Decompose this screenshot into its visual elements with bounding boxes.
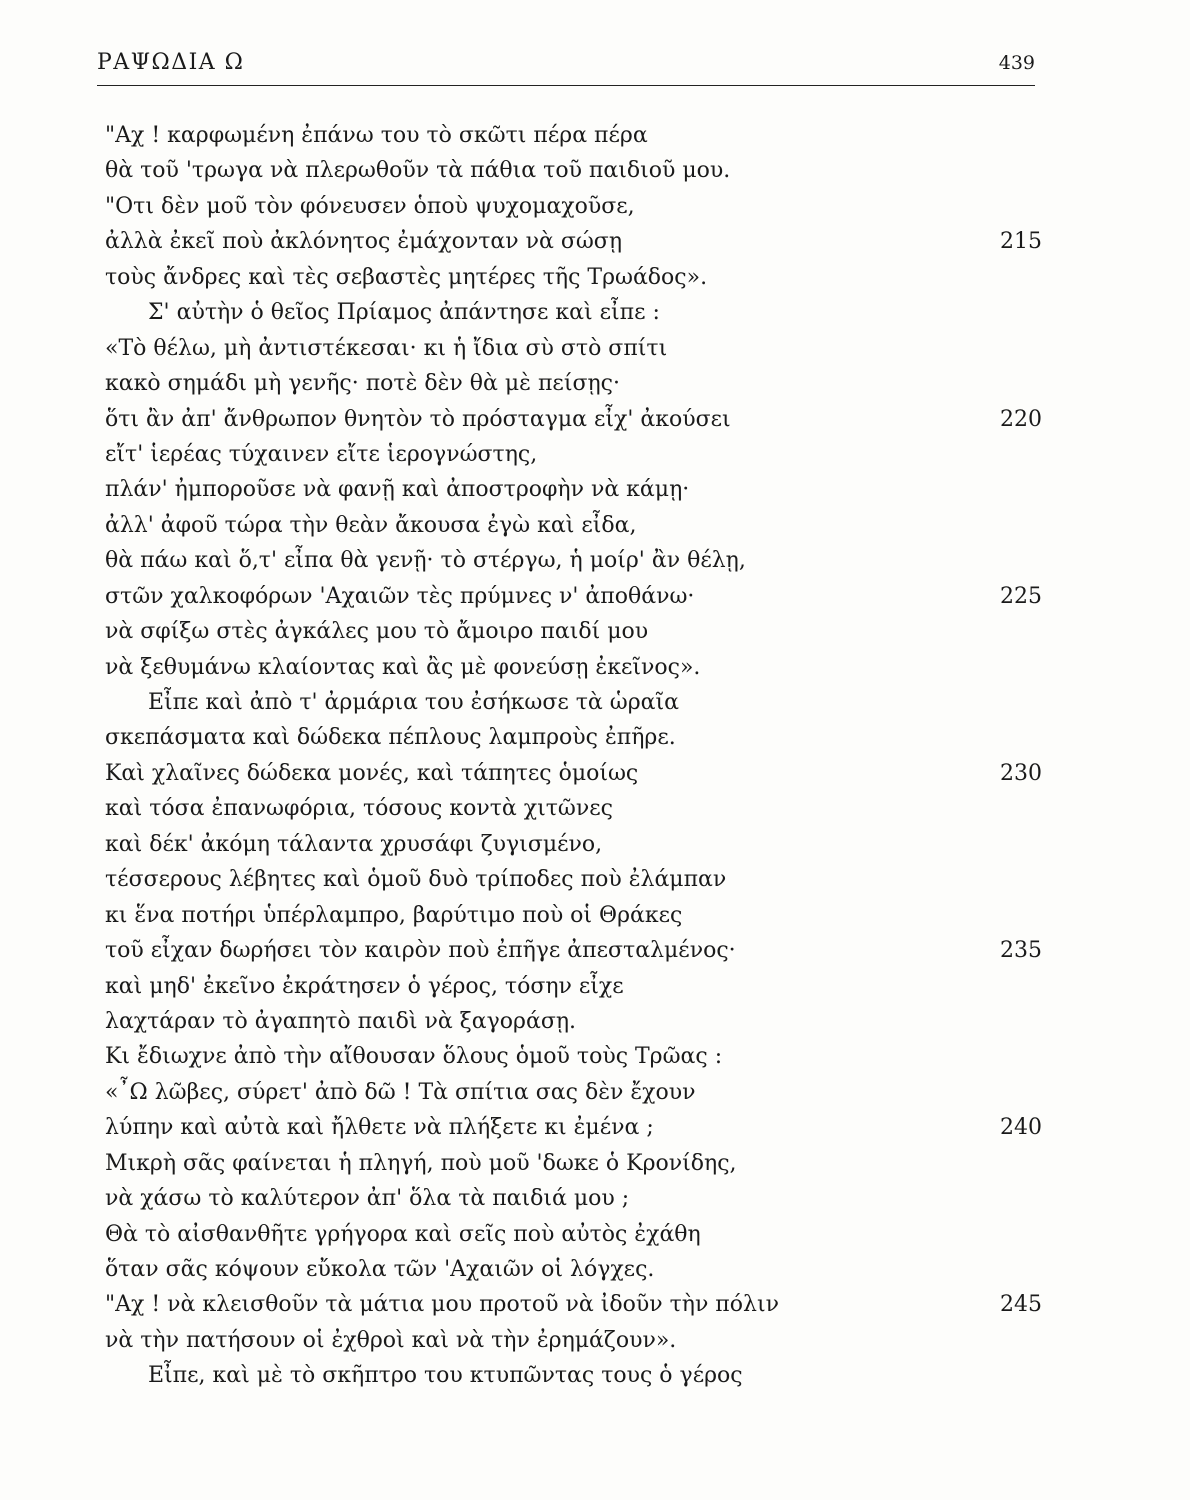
verse-line	[0, 224, 1190, 259]
verse-line	[0, 1110, 1190, 1145]
line-number: 225	[1000, 583, 1042, 609]
verse-text: θὰ πάω καὶ ὅ,τ' εἶπα θὰ γενῇ· τὸ στέργω, ἡ μοίρ' ἂν θέλῃ,	[105, 548, 746, 574]
line-number: 240	[1000, 1115, 1042, 1141]
line-number: 230	[1000, 760, 1042, 786]
verse-line	[0, 1217, 1190, 1252]
verse-line	[0, 472, 1190, 507]
line-number: 220	[1000, 406, 1042, 432]
verse-line	[0, 685, 1190, 720]
verse-line	[0, 1075, 1190, 1110]
verse-line	[0, 295, 1190, 330]
verse-text: "Αχ ! καρφωμένη ἐπάνω του τὸ σκῶτι πέρα πέρα	[105, 123, 648, 148]
verse-text: τέσσερους λέβητες καὶ ὁμοῦ δυὸ τρίποδες ποὺ ἐλάμπαν	[105, 867, 727, 893]
verse-text: Εἶπε καὶ ἀπὸ τ' ἀρμάρια του ἐσήκωσε τὰ ὡραῖα	[148, 690, 679, 715]
verse-text: τοῦ εἶχαν δωρήσει τὸν καιρὸν ποὺ ἐπῆγε ἀπεσταλμένος·	[105, 938, 736, 964]
verse-text: Κι ἔδιωχνε ἀπὸ τὴν αἴθουσαν ὅλους ὁμοῦ τοὺς Τρῶας :	[105, 1044, 723, 1070]
line-number: 235	[1000, 938, 1042, 964]
verse-text: πλάν' ἠμποροῦσε νὰ φανῇ καὶ ἀποστροφὴν νὰ κάμῃ·	[105, 477, 690, 503]
verse-line	[0, 508, 1190, 543]
verse-line	[0, 933, 1190, 968]
verse-line	[0, 1004, 1190, 1039]
header-rule	[97, 85, 1035, 86]
verse-text: θὰ τοῦ 'τρωγα νὰ πλερωθοῦν τὰ πάθια τοῦ παιδιοῦ μου.	[105, 158, 731, 184]
verse-line	[0, 650, 1190, 685]
verse-line	[0, 579, 1190, 614]
verse-text: λαχτάραν τὸ ἀγαπητὸ παιδὶ νὰ ξαγοράσῃ.	[105, 1008, 577, 1034]
verse-line	[0, 1252, 1190, 1287]
verse-text: "Αχ ! νὰ κλεισθοῦν τὰ μάτια μου προτοῦ νὰ ἰδοῦν τὴν πόλιν	[105, 1292, 779, 1318]
verse-line	[0, 543, 1190, 578]
line-number: 245	[1000, 1292, 1042, 1318]
verse-text: «Τὸ θέλω, μὴ ἀντιστέκεσαι· κι ἡ ἴδια σὺ στὸ σπίτι	[105, 335, 668, 361]
verse-line	[0, 720, 1190, 755]
verse-text: καὶ μηδ' ἐκεῖνο ἐκράτησεν ὁ γέρος, τόσην εἶχε	[105, 973, 624, 999]
verse-line	[0, 969, 1190, 1004]
verse-text: σκεπάσματα καὶ δώδεκα πέπλους λαμπροὺς ἐπῆρε.	[105, 725, 676, 751]
verse-text: κι ἕνα ποτήρι ὑπέρλαμπρο, βαρύτιμο ποὺ οἱ Θράκες	[105, 902, 683, 928]
book-title: ΡΑΨΩΔΙΑ Ω	[97, 50, 245, 75]
verse-text: "Οτι δὲν μοῦ τὸν φόνευσεν ὁποὺ ψυχομαχοῦσε,	[105, 193, 635, 219]
verse-text: κακὸ σημάδι μὴ γενῆς· ποτὲ δὲν θὰ μὲ πείσῃς·	[105, 371, 620, 397]
verse-line	[0, 614, 1190, 649]
verse-text: νὰ τὴν πατήσουν οἱ ἐχθροὶ καὶ νὰ τὴν ἐρημάζουν».	[105, 1327, 677, 1353]
verse-line	[0, 898, 1190, 933]
verse-text: Σ' αὐτὴν ὁ θεῖος Πρίαμος ἀπάντησε καὶ εἶπε :	[148, 300, 660, 326]
verse-line	[0, 331, 1190, 366]
verse-line	[0, 1323, 1190, 1358]
verse-text: ὅτι ἂν ἀπ' ἄνθρωπον θνητὸν τὸ πρόσταγμα εἶχ' ἀκούσει	[105, 406, 731, 432]
verse-line	[0, 756, 1190, 791]
verse-line	[0, 1039, 1190, 1074]
verse-text: νὰ χάσω τὸ καλύτερον ἀπ' ὅλα τὰ παιδιά μου ;	[105, 1186, 630, 1212]
verse-block	[0, 118, 1190, 1394]
verse-text: τοὺς ἄνδρες καὶ τὲς σεβαστὲς μητέρες τῆς Τρωάδος».	[105, 264, 708, 290]
verse-text: καὶ τόσα ἐπανωφόρια, τόσους κοντὰ χιτῶνες	[105, 796, 613, 822]
verse-text: νὰ ξεθυμάνω κλαίοντας καὶ ἂς μὲ φονεύσῃ ἐκεῖνος».	[105, 654, 701, 680]
running-header	[97, 50, 1035, 90]
verse-line	[0, 1287, 1190, 1322]
verse-line	[0, 189, 1190, 224]
verse-text: καὶ δέκ' ἀκόμη τάλαντα χρυσάφι ζυγισμένο,	[105, 831, 603, 857]
verse-line	[0, 118, 1190, 153]
verse-line	[0, 1146, 1190, 1181]
verse-text: ὅταν σᾶς κόψουν εὔκολα τῶν 'Αχαιῶν οἱ λόγχες.	[105, 1257, 655, 1282]
verse-line	[0, 402, 1190, 437]
verse-line	[0, 260, 1190, 295]
verse-text: λύπην καὶ αὐτὰ καὶ ἤλθετε νὰ πλήξετε κι ἐμένα ;	[105, 1115, 654, 1141]
verse-line	[0, 366, 1190, 401]
page-number: 439	[998, 52, 1035, 74]
verse-line	[0, 437, 1190, 472]
verse-line	[0, 827, 1190, 862]
verse-text: ἀλλ' ἀφοῦ τώρα τὴν θεὰν ἄκουσα ἐγὼ καὶ εἶδα,	[105, 512, 637, 538]
verse-line	[0, 1181, 1190, 1216]
verse-text: «῏Ω λῶβες, σύρετ' ἀπὸ δῶ ! Τὰ σπίτια σας δὲν ἔχουν	[105, 1079, 696, 1105]
verse-text: εἴτ' ἱερέας τύχαινεν εἴτε ἱερογνώστης,	[105, 441, 538, 467]
verse-line	[0, 862, 1190, 897]
verse-text: Θὰ τὸ αἰσθανθῆτε γρήγορα καὶ σεῖς ποὺ αὐτὸς ἐχάθη	[105, 1221, 701, 1247]
verse-text: Εἶπε, καὶ μὲ τὸ σκῆπτρο του κτυπῶντας τους ὁ γέρος	[148, 1363, 743, 1389]
verse-text: στῶν χαλκοφόρων 'Αχαιῶν τὲς πρύμνες ν' ἀποθάνω·	[105, 583, 695, 609]
verse-text: Καὶ χλαῖνες δώδεκα μονές, καὶ τάπητες ὁμοίως	[105, 760, 639, 786]
verse-line	[0, 791, 1190, 826]
line-number: 215	[1000, 229, 1042, 255]
verse-line	[0, 1358, 1190, 1393]
verse-text: Μικρὴ σᾶς φαίνεται ἡ πληγή, ποὺ μοῦ 'δωκε ὁ Κρονίδης,	[105, 1150, 737, 1176]
verse-text: νὰ σφίξω στὲς ἀγκάλες μου τὸ ἄμοιρο παιδί μου	[105, 619, 649, 645]
verse-line	[0, 153, 1190, 188]
verse-text: ἀλλὰ ἐκεῖ ποὺ ἀκλόνητος ἐμάχονταν νὰ σώσῃ	[105, 229, 622, 255]
